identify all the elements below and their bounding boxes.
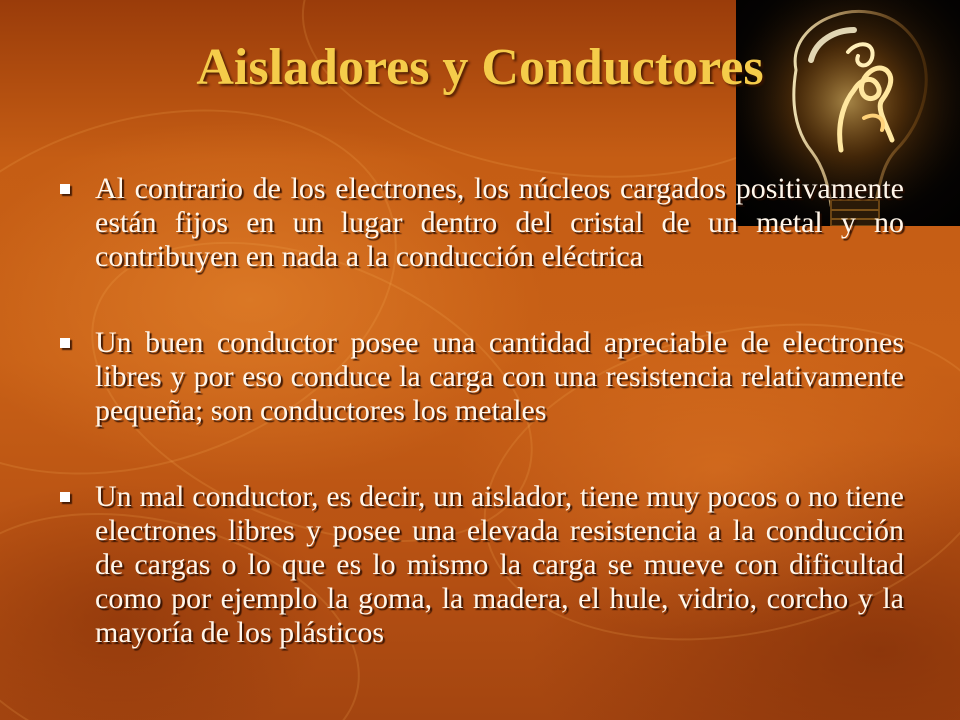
bullet-list: [58, 172, 904, 702]
bullet-text: Un mal conductor, es decir, un aislador, tiene muy pocos o no tiene electrones libres y posee una elevada resistencia a la conducción de cargas o lo que es lo mismo la carga se mueve con dificultad como por ejemplo la goma, la madera, el hule, vidrio, corcho y la mayoría de los plásticos: [95, 480, 904, 649]
bullet-text: Al contrario de los electrones, los núcleos cargados positivamente están fijos en un lugar dentro del cristal de un metal y no contribuyen en nada a la conducción eléctrica: [95, 172, 904, 273]
bullet-item: [58, 480, 904, 650]
bullet-item: [58, 326, 904, 428]
bullet-text: Un buen conductor posee una cantidad apreciable de electrones libres y por eso conduce la carga con una resistencia relativamente pequeña; son conductores los metales: [95, 326, 904, 427]
bullet-item: [58, 172, 904, 274]
square-bullet-icon: [60, 184, 70, 194]
slide-title: Aisladores y Conductores: [196, 39, 764, 96]
square-bullet-icon: [60, 492, 70, 502]
square-bullet-icon: [60, 338, 70, 348]
